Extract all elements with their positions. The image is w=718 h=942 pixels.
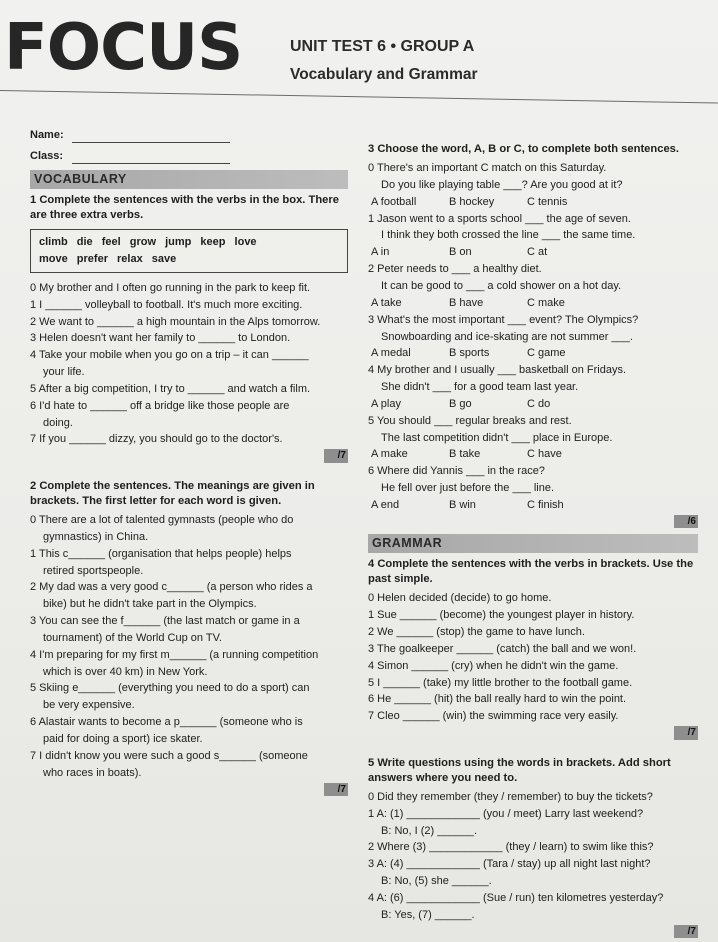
- ex3-sentence: Do you like playing table ___? Are you good at it?: [381, 178, 623, 191]
- ex3-option[interactable]: B hockey: [449, 195, 495, 208]
- ex3-sentence: 3 What's the most important ___ event? The Olympics?: [368, 313, 639, 326]
- ex3-sentence: 6 Where did Yannis ___ in the race?: [368, 465, 545, 478]
- ex3-option[interactable]: B on: [449, 246, 472, 259]
- ex5-line: 2 Where (3) ____________ (they / learn) to swim like this?: [368, 841, 654, 854]
- ex2-score: [30, 783, 348, 797]
- ex1-line: 1 I ______ volleyball to football. It's much more exciting.: [30, 298, 303, 311]
- ex3-option[interactable]: A play: [371, 397, 401, 410]
- ex2-line: 7 I didn't know you were such a good s______ (someone: [30, 749, 308, 762]
- ex2-line: paid for doing a sport) ice skater.: [43, 733, 203, 745]
- ex1-score: [30, 449, 348, 463]
- ex3-sentence: 0 There's an important C match on this Saturday.: [368, 162, 607, 175]
- ex2-instruction: 2 Complete the sentences. The meanings are given in brackets. The first letter for each word is given.: [30, 479, 315, 507]
- ex3-option[interactable]: C game: [527, 347, 566, 360]
- vocabulary-heading: VOCABULARY: [30, 170, 348, 189]
- ex3-option[interactable]: B have: [449, 296, 484, 309]
- ex4-score: [368, 726, 698, 740]
- ex3-options: [371, 296, 698, 311]
- ex3-options: [371, 397, 698, 412]
- focus-logo: FOCUS: [4, 11, 243, 85]
- ex5-line: 4 A: (6) ____________ (Sue / run) ten kilometres yesterday?: [368, 891, 664, 904]
- ex1-instruction: 1 Complete the sentences with the verbs in the box. There are three extra verbs.: [30, 193, 339, 221]
- ex2-line: 2 My dad was a very good c______ (a person who rides a: [30, 581, 313, 594]
- ex2-line: 0 There are a lot of talented gymnasts (people who do: [30, 514, 294, 527]
- ex2-line: 1 This c______ (organisation that helps people) helps: [30, 547, 292, 560]
- ex3-instruction: 3 Choose the word, A, B or C, to complete both sentences.: [368, 143, 680, 155]
- grammar-heading: GRAMMAR: [368, 534, 698, 553]
- score-box: /7: [674, 726, 698, 740]
- right-column: [368, 140, 698, 942]
- ex3-option[interactable]: C at: [527, 246, 548, 259]
- ex2-line: who races in boats).: [43, 766, 142, 779]
- ex1-line: 3 Helen doesn't want her family to ______ to London.: [30, 332, 291, 345]
- ex3-option[interactable]: A in: [371, 246, 390, 259]
- ex5-score: [368, 925, 698, 939]
- ex1-line: doing.: [43, 416, 73, 429]
- ex3-sentence: I think they both crossed the line ___ the same time.: [381, 229, 636, 242]
- ex3-option[interactable]: C finish: [527, 498, 564, 511]
- ex2-line: retired sportspeople.: [43, 564, 144, 577]
- ex3-sentence: 2 Peter needs to ___ a healthy diet.: [368, 263, 542, 276]
- ex3-option[interactable]: C have: [527, 448, 562, 461]
- verb-box-row: move prefer relax save: [39, 252, 177, 265]
- ex3-options: [371, 447, 698, 462]
- ex5-lines: [368, 790, 698, 923]
- verb-box-row: climb die feel grow jump keep love: [39, 235, 257, 248]
- unit-subtitle: Vocabulary and Grammar: [290, 66, 478, 83]
- ex3-sentence: Snowboarding and ice-skating are not summer ___.: [381, 330, 633, 343]
- ex1-line: your life.: [43, 366, 85, 379]
- class-label: Class:: [30, 149, 64, 162]
- ex3-sentence: 4 My brother and I usually ___ basketball on Fridays.: [368, 364, 627, 377]
- score-box: /6: [674, 515, 698, 529]
- ex4-line: 7 Cleo ______ (win) the swimming race very easily.: [368, 710, 619, 723]
- ex2-line: 6 Alastair wants to become a p______ (someone who is: [30, 716, 303, 729]
- ex3-option[interactable]: B sports: [449, 347, 490, 360]
- ex3-item: [368, 414, 698, 463]
- ex2-line: 4 I'm preparing for my first m______ (a running competition: [30, 648, 319, 661]
- ex3-option[interactable]: A end: [371, 498, 400, 511]
- left-column: [30, 128, 348, 802]
- name-label: Name:: [30, 129, 64, 141]
- ex4-line: 6 He ______ (hit) the ball really hard to win the point.: [368, 693, 627, 706]
- score-box: /7: [324, 449, 348, 463]
- ex3-option[interactable]: A football: [371, 195, 417, 208]
- ex2-line: bike) but he didn't take part in the Olympics.: [43, 598, 257, 611]
- header-divider: [0, 90, 718, 104]
- ex4-line: 2 We ______ (stop) the game to have lunch.: [368, 626, 585, 639]
- ex5-line: 3 A: (4) ____________ (Tara / stay) up all night last night?: [368, 858, 651, 871]
- ex3-option[interactable]: A take: [371, 296, 402, 309]
- ex3-sentence: It can be good to ___ a cold shower on a hot day.: [381, 280, 622, 293]
- ex4-line: 3 The goalkeeper ______ (catch) the ball and we won!.: [368, 642, 637, 655]
- ex3-score: [368, 515, 698, 529]
- ex1-line: 2 We want to ______ a high mountain in the Alps tomorrow.: [30, 315, 321, 328]
- ex1-lines: [30, 281, 348, 447]
- class-field[interactable]: [30, 149, 348, 164]
- ex3-item: [368, 363, 698, 412]
- ex5-line: B: Yes, (7) ______.: [381, 908, 475, 921]
- ex3-items: [368, 161, 698, 513]
- ex3-sentence: 5 You should ___ regular breaks and rest.: [368, 414, 572, 427]
- ex5-instruction: 5 Write questions using the words in brackets. Add short answers where you need to.: [368, 756, 671, 784]
- ex3-item: [368, 262, 698, 311]
- ex5-line: 1 A: (1) ____________ (you / meet) Larry last weekend?: [368, 807, 644, 820]
- name-field[interactable]: [30, 128, 348, 143]
- ex3-option[interactable]: B go: [449, 397, 472, 410]
- ex1-line: 7 If you ______ dizzy, you should go to the doctor's.: [30, 433, 283, 446]
- ex2-line: gymnastics) in China.: [43, 530, 149, 543]
- ex3-option[interactable]: A make: [371, 448, 408, 461]
- ex3-item: [368, 161, 698, 210]
- ex4-lines: [368, 591, 698, 724]
- ex1-line: 0 My brother and I often go running in the park to keep fit.: [30, 281, 311, 294]
- ex2-line: tournament) of the World Cup on TV.: [43, 631, 222, 644]
- ex2-line: 5 Skiing e______ (everything you need to do a sport) can: [30, 682, 310, 695]
- ex3-options: [371, 195, 698, 210]
- ex4-line: 4 Simon ______ (cry) when he didn't win the game.: [368, 659, 619, 672]
- ex3-item: [368, 313, 698, 362]
- ex3-sentence: The last competition didn't ___ place in Europe.: [381, 431, 613, 444]
- score-box: /7: [674, 925, 698, 939]
- ex4-instruction: 4 Complete the sentences with the verbs in brackets. Use the past simple.: [368, 558, 694, 586]
- ex3-option[interactable]: C tennis: [527, 195, 568, 208]
- ex2-line: 3 You can see the f______ (the last match or game in a: [30, 615, 300, 628]
- ex3-option[interactable]: A medal: [371, 347, 411, 360]
- ex2-line: be very expensive.: [43, 699, 135, 712]
- unit-title: UNIT TEST 6 • GROUP A: [290, 38, 475, 55]
- ex5-line: 0 Did they remember (they / remember) to buy the tickets?: [368, 790, 653, 803]
- ex4-line: 0 Helen decided (decide) to go home.: [368, 592, 552, 605]
- ex3-options: [371, 346, 698, 361]
- ex3-sentence: She didn't ___ for a good team last year.: [381, 381, 579, 394]
- ex3-option[interactable]: B take: [449, 448, 481, 461]
- ex1-line: 4 Take your mobile when you go on a trip – it can ______: [30, 349, 309, 362]
- ex3-item: [368, 212, 698, 261]
- ex2-lines: [30, 513, 348, 781]
- ex3-option[interactable]: C do: [527, 397, 551, 410]
- verb-box: [30, 229, 348, 273]
- ex3-item: [368, 464, 698, 513]
- score-box: /7: [324, 783, 348, 797]
- ex1-line: 6 I'd hate to ______ off a bridge like those people are: [30, 399, 290, 412]
- ex3-option[interactable]: B win: [449, 498, 476, 511]
- ex4-line: 5 I ______ (take) my little brother to the football game.: [368, 676, 633, 689]
- ex5-line: B: No, (5) she ______.: [381, 875, 492, 888]
- ex2-line: which is over 40 km) in New York.: [43, 665, 208, 678]
- ex3-sentence: 1 Jason went to a sports school ___ the age of seven.: [368, 212, 631, 225]
- ex3-option[interactable]: C make: [527, 296, 565, 309]
- ex3-options: [371, 245, 698, 260]
- ex3-sentence: He fell over just before the ___ line.: [381, 482, 555, 495]
- class-line[interactable]: [72, 153, 230, 164]
- name-line[interactable]: [72, 132, 230, 143]
- ex1-line: 5 After a big competition, I try to ______ and watch a film.: [30, 382, 311, 395]
- ex4-line: 1 Sue ______ (become) the youngest player in history.: [368, 609, 635, 622]
- ex3-options: [371, 498, 698, 513]
- ex5-line: B: No, I (2) ______.: [381, 824, 477, 837]
